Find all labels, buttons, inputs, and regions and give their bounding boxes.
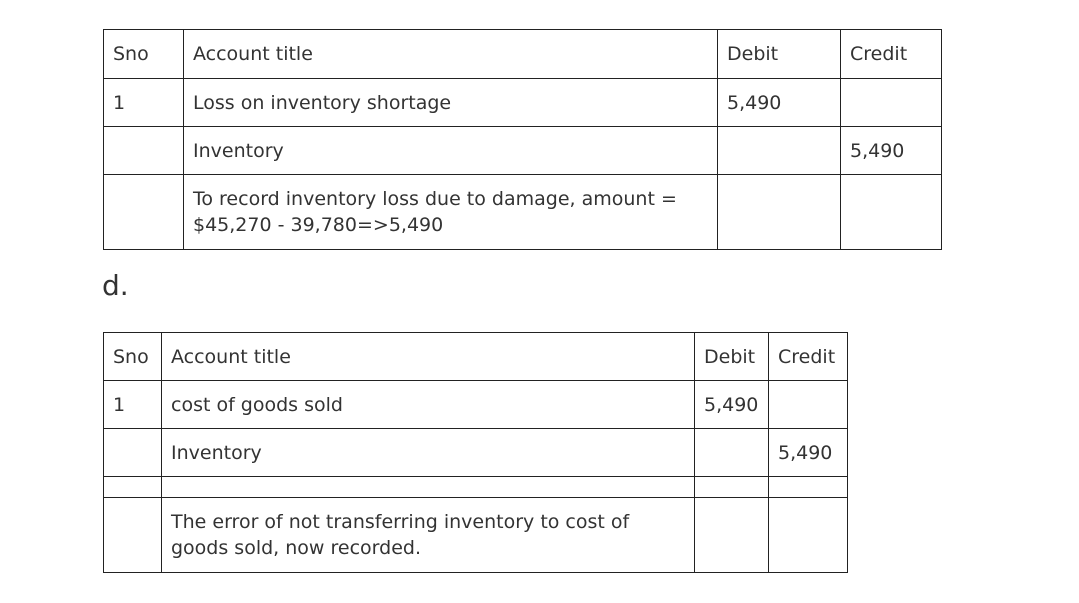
row-sno [104, 498, 162, 573]
header-account-title: Account title [162, 333, 695, 381]
row-debit [695, 498, 769, 573]
row-debit: 5,490 [695, 381, 769, 429]
row-sno: 1 [104, 79, 184, 127]
row-account-title: Loss on inventory shortage [184, 79, 718, 127]
header-account-title: Account title [184, 30, 718, 79]
journal-entry-table-d [103, 332, 848, 573]
row-credit: 5,490 [769, 429, 848, 477]
row-debit [718, 175, 841, 250]
row-account-title: Inventory [162, 429, 695, 477]
row-credit: 5,490 [841, 127, 942, 175]
header-debit: Debit [718, 30, 841, 79]
table-header-row [104, 333, 848, 381]
header-sno: Sno [104, 333, 162, 381]
section-label-d: d. [102, 269, 129, 302]
header-debit: Debit [695, 333, 769, 381]
row-credit [769, 498, 848, 573]
row-credit [841, 175, 942, 250]
table-row [104, 175, 942, 250]
row-credit [769, 477, 848, 498]
row-sno [104, 127, 184, 175]
table-row-spacer [104, 477, 848, 498]
row-debit [695, 429, 769, 477]
header-sno: Sno [104, 30, 184, 79]
row-sno: 1 [104, 381, 162, 429]
row-account-title [162, 477, 695, 498]
table-row [104, 127, 942, 175]
table-row [104, 79, 942, 127]
row-credit [769, 381, 848, 429]
row-account-title: Inventory [184, 127, 718, 175]
table-row [104, 381, 848, 429]
row-credit [841, 79, 942, 127]
row-debit: 5,490 [718, 79, 841, 127]
row-sno [104, 429, 162, 477]
row-sno [104, 477, 162, 498]
row-narration: The error of not transferring inventory to cost of goods sold, now recorded. [162, 498, 695, 573]
row-debit [695, 477, 769, 498]
table-header-row [104, 30, 942, 79]
table-row [104, 429, 848, 477]
row-narration: To record inventory loss due to damage, amount = $45,270 - 39,780=>5,490 [184, 175, 718, 250]
row-account-title: cost of goods sold [162, 381, 695, 429]
row-sno [104, 175, 184, 250]
header-credit: Credit [769, 333, 848, 381]
journal-entry-table-c [103, 29, 942, 250]
table-row [104, 498, 848, 573]
row-debit [718, 127, 841, 175]
header-credit: Credit [841, 30, 942, 79]
